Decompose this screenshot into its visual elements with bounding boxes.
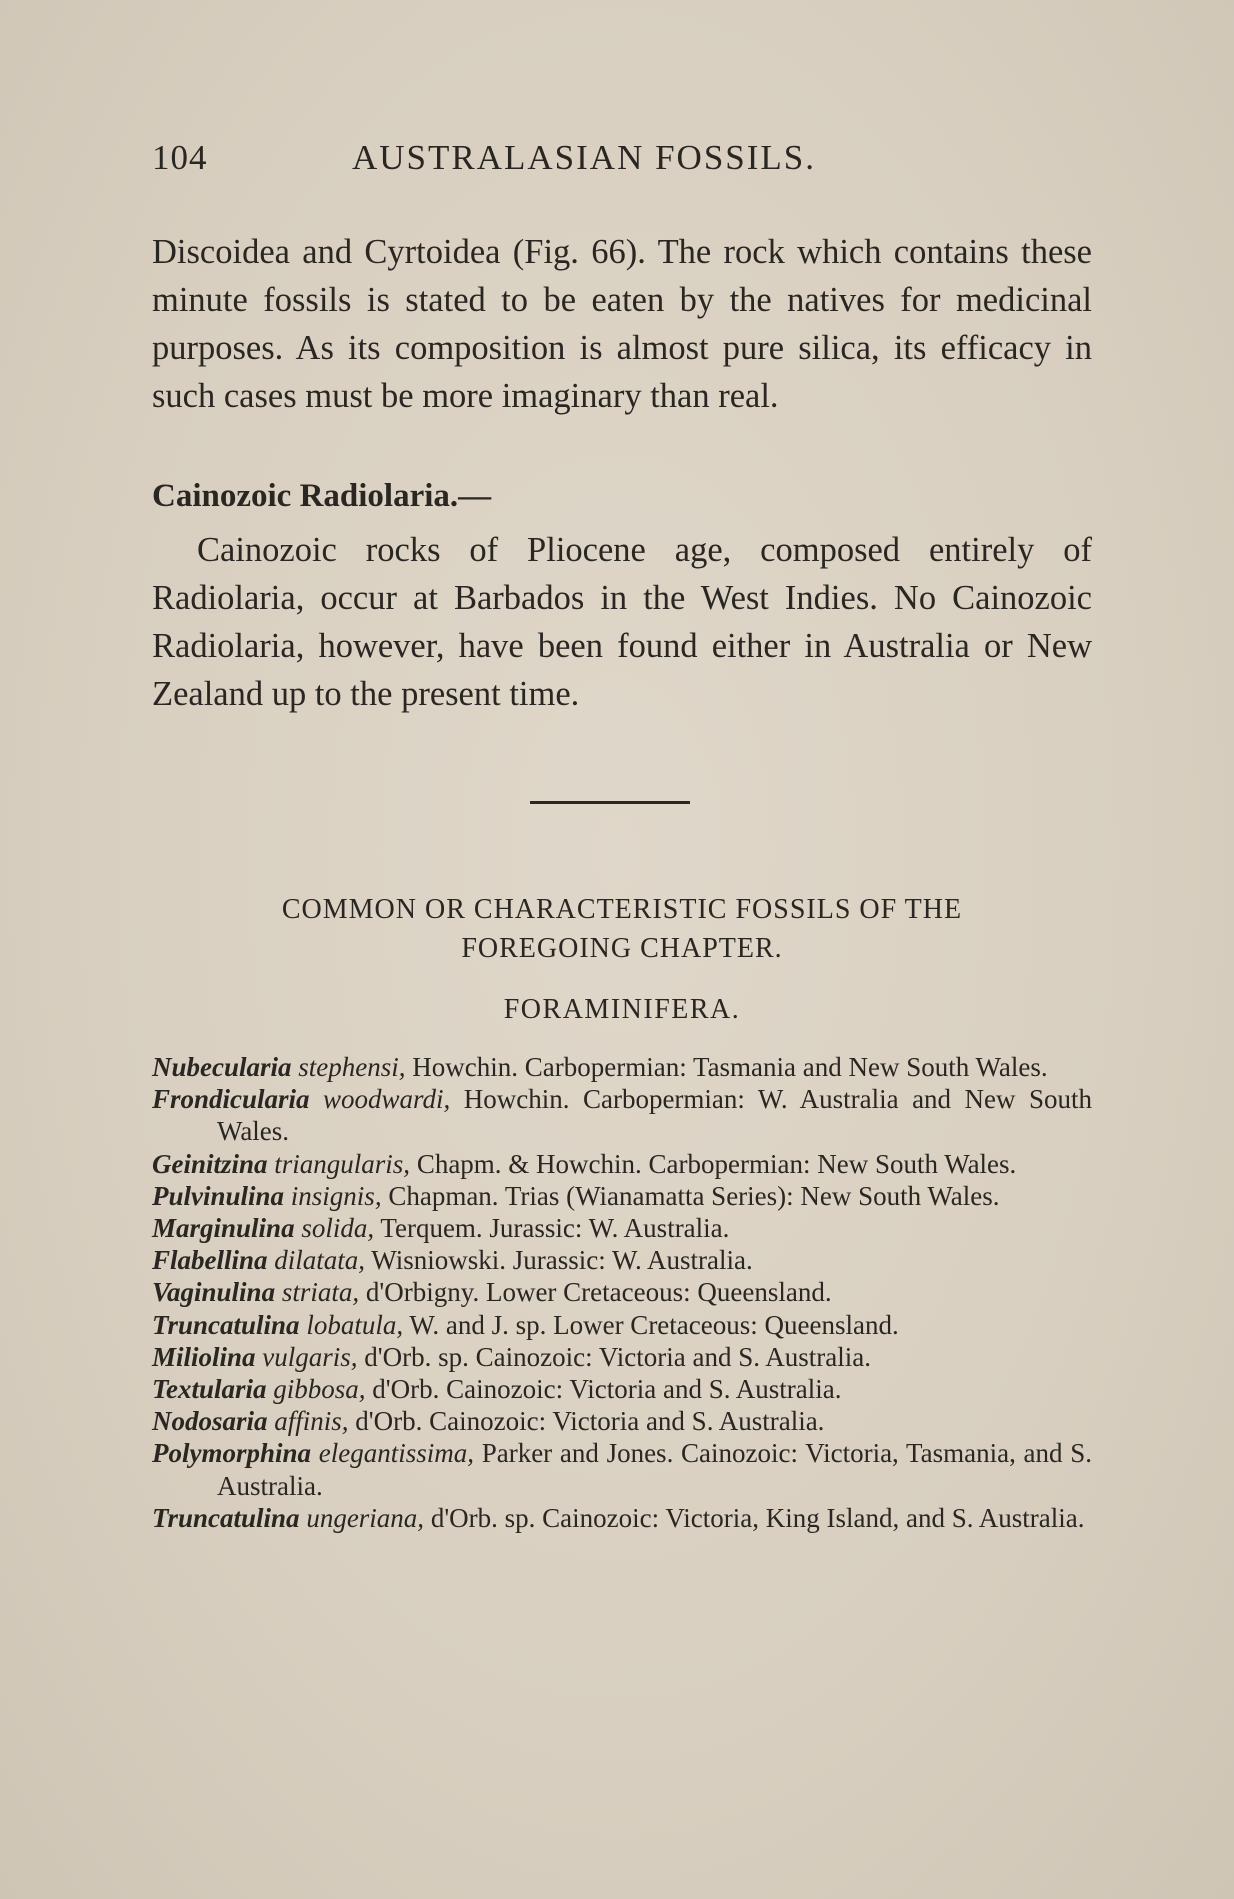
running-title: AUSTRALASIAN FOSSILS. [352,138,817,177]
entry-details: Parker and Jones. Cainozoic: Victoria, Tasmania, and S. Australia. [217,1438,1093,1501]
species-name: affinis, [274,1406,349,1437]
genus-name: Truncatulina [152,1502,300,1533]
species-name: triangularis, [274,1148,411,1179]
species-name: vulgaris, [262,1341,358,1372]
entry-details: W. and J. sp. Lower Cretaceous: Queensland. [403,1309,899,1340]
genus-name: Truncatulina [152,1309,300,1340]
list-item [152,1051,1092,1083]
entry-details: d'Orb. sp. Cainozoic: Victoria, King Island, and S. Australia. [424,1502,1085,1533]
genus-name: Pulvinulina [152,1180,285,1211]
genus-name: Frondicularia [152,1084,310,1115]
entry-details: Chapman. Trias (Wianamatta Series): New South Wales. [381,1180,1000,1211]
fossil-list-subtitle: FORAMINIFERA. [503,994,741,1025]
genus-name: Flabellina [152,1245,268,1276]
list-item [152,1276,1092,1308]
species-name: solida, [301,1213,375,1244]
genus-name: Textularia [152,1374,267,1405]
genus-name: Miliolina [152,1341,256,1372]
fossil-list-title-line-1: COMMON OR CHARACTERISTIC FOSSILS OF THE [281,894,963,925]
list-item [152,1180,1092,1212]
species-name: striata, [281,1277,360,1308]
entry-details: d'Orb. Cainozoic: Victoria and S. Australia. [348,1406,825,1437]
fossil-list-title-line-2: FOREGOING CHAPTER. [461,933,783,964]
fossil-list-title [152,890,1092,968]
entry-details: Howchin. Carbopermian: W. Australia and New South Wales. [217,1084,1092,1147]
paragraph-radiolaria-silica: Discoidea and Cyrtoidea (Fig. 66). The rock which contains these minute fossils is stated to be eaten by the natives for medicinal purposes. As its composition is almost pure silica, its efficacy in such cases must be more imaginary than real. [152,233,1092,415]
fossil-list [152,1051,1092,1534]
list-item [152,1405,1092,1437]
species-name: woodwardi, [323,1084,451,1115]
genus-name: Nodosaria [152,1406,268,1437]
list-item [152,1148,1092,1180]
list-item [152,1309,1092,1341]
paragraph-cainozoic-radiolaria: Cainozoic rocks of Pliocene age, composed entirely of Radiolaria, occur at Barbados in the West Indies. No Cainozoic Radiolaria, however, have been found either in Australia or New Zealand up to the present time. [152,531,1092,713]
species-name: dilatata, [274,1245,366,1276]
entry-details: Terquem. Jurassic: W. Australia. [374,1213,730,1244]
genus-name: Geinitzina [152,1148,268,1179]
species-name: lobatula, [306,1309,404,1340]
section-heading: Cainozoic Radiolaria.— [152,478,492,514]
entry-details: Wisniowski. Jurassic: W. Australia. [365,1245,753,1276]
genus-name: Nubecularia [152,1052,292,1082]
species-name: elegantissima, [318,1438,474,1469]
entry-details: Chapm. & Howchin. Carbopermian: New South Wales. [410,1148,1017,1179]
section-divider [530,801,690,804]
list-item [152,1373,1092,1405]
genus-name: Vaginulina [152,1277,276,1308]
entry-details: d'Orb. sp. Cainozoic: Victoria and S. Australia. [357,1341,871,1372]
list-item [152,1083,1092,1147]
species-name: stephensi, [298,1052,406,1082]
species-name: ungeriana, [306,1502,425,1533]
page-number: 104 [152,138,208,177]
species-name: gibbosa, [273,1374,366,1405]
entry-details: Howchin. Carbopermian: Tasmania and New South Wales. [405,1052,1048,1082]
species-name: insignis, [290,1180,382,1211]
genus-name: Polymorphina [152,1438,312,1469]
list-item [152,1341,1092,1373]
genus-name: Marginulina [152,1213,295,1244]
list-item [152,1244,1092,1276]
entry-details: d'Orb. Cainozoic: Victoria and S. Australia. [365,1374,842,1405]
list-item [152,1437,1092,1501]
entry-details: d'Orbigny. Lower Cretaceous: Queensland. [359,1277,832,1308]
list-item [152,1212,1092,1244]
list-item [152,1502,1092,1534]
